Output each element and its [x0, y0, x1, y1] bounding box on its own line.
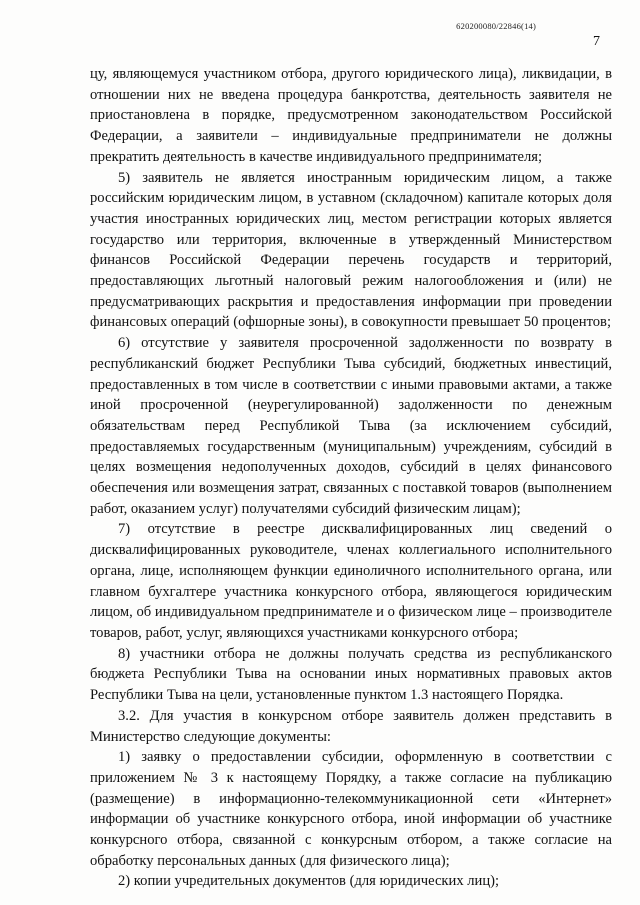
paragraph-section-3-2: 3.2. Для участия в конкурсном отборе заявитель должен представить в Министерство следующие документы: — [90, 707, 612, 745]
page-number: 7 — [593, 34, 600, 49]
paragraph-item-6: 6) отсутствие у заявителя просроченной задолженности по возврату в республиканский бюджет Республики Тыва субсидий, бюджетных инвестиций, предоставленных в том числе в соответствии с иными правовыми актами, а также иной просроченной (неурегулированной) задолженности по денежным обязательствам перед Республикой Тыва (за исключением субсидий, предоставляемых государственным (муниципальным) учреждениям, субсидий в целях возмещения недополученных доходов, субсидий в целях финансового обеспечения или возмещения затрат, связанных с поставкой товаров (выполнением работ, оказанием услуг) получателями субсидий физическим лицам); — [90, 335, 612, 517]
paragraph-item-7: 7) отсутствие в реестре дисквалифицированных лиц сведений о дисквалифицированных руководителе, членах коллегиального исполнительного органа, лице, исполняющем функции единоличного исполнительного органа, или главном бухгалтере участника конкурсного отбора, являющегося юридическим лицом, об индивидуальном предпринимателе и о физическом лице – производителе товаров, работ, услуг, являющихся участниками конкурсного отбора; — [90, 521, 612, 641]
paragraph-continuation: цу, являющемуся участником отбора, другого юридического лица), ликвидации, в отношении них не введена процедура банкротства, деятельность заявителя не приостановлена в порядке, предусмотренном законодательством Российской Федерации, а заявители – индивидуальные предприниматели не должны прекратить деятельность в качестве индивидуального предпринимателя; — [90, 66, 612, 165]
paragraph-doc-item-1: 1) заявку о предоставлении субсидии, оформленную в соответствии с приложением № 3 к настоящему Порядку, а также согласие на публикацию (размещение) в информационно-телекоммуникационной сети «Интернет» информации об участнике конкурсного отбора, иной информации об участнике конкурсного отбора, связанной с конкурсным отбором, а также согласие на обработку персональных данных (для физического лица); — [90, 749, 612, 869]
document-body — [90, 64, 612, 892]
paragraph-item-8: 8) участники отбора не должны получать средства из республиканского бюджета Республики Тыва на основании иных нормативных правовых актов Республики Тыва на цели, установленные пунктом 1.3 настоящего Порядка. — [90, 645, 612, 704]
paragraph-doc-item-2: 2) копии учредительных документов (для юридических лиц); — [118, 873, 500, 890]
document-code: 620200080/22846(14) — [456, 21, 536, 31]
paragraph-item-5: 5) заявитель не является иностранным юридическим лицом, а также российским юридическим лицом, в уставном (складочном) капитале которых доля участия иностранных юридических лиц, местом регистрации которых является государство или территория, включенные в утвержденный Министерством финансов Российской Федерации перечень государств и территорий, предоставляющих льготный налоговый режим налогообложения и (или) не предусматривающих раскрытия и предоставления информации при проведении финансовых операций (офшорные зоны), в совокупности превышает 50 процентов; — [90, 169, 612, 331]
